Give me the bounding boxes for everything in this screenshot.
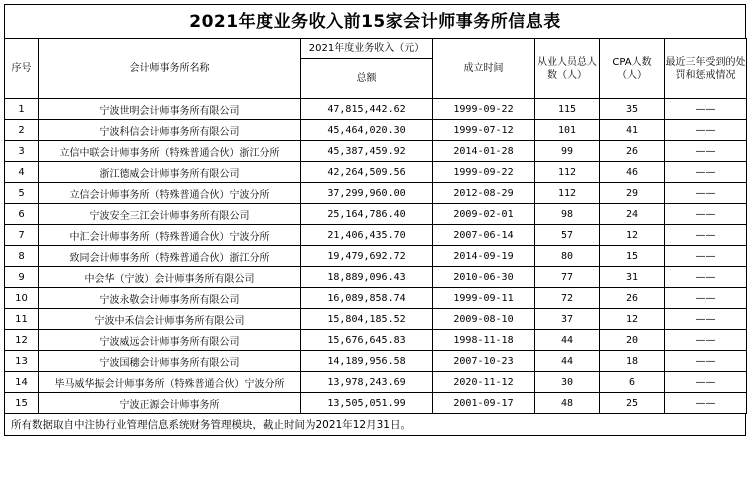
cell-seq: 6 <box>5 204 39 225</box>
cell-staff: 48 <box>535 393 600 414</box>
header-staff: 从业人员总人数（人） <box>535 39 600 99</box>
table-row <box>5 204 747 225</box>
cell-established: 2009-08-10 <box>433 309 535 330</box>
cell-penalty: —— <box>665 225 747 246</box>
cell-established: 2001-09-17 <box>433 393 535 414</box>
cell-established: 1999-09-22 <box>433 99 535 120</box>
table-row <box>5 183 747 204</box>
cell-established: 1998-11-18 <box>433 330 535 351</box>
cell-staff: 30 <box>535 372 600 393</box>
cell-firm-name: 致同会计师事务所（特殊普通合伙）浙江分所 <box>39 246 301 267</box>
cell-revenue: 13,505,051.99 <box>301 393 433 414</box>
cell-revenue: 37,299,960.00 <box>301 183 433 204</box>
cell-established: 1999-09-11 <box>433 288 535 309</box>
cell-staff: 44 <box>535 351 600 372</box>
cell-revenue: 47,815,442.62 <box>301 99 433 120</box>
table-header <box>5 39 747 99</box>
cell-established: 2014-01-28 <box>433 141 535 162</box>
cell-established: 2020-11-12 <box>433 372 535 393</box>
cell-cpa: 12 <box>600 225 665 246</box>
cell-firm-name: 宁波中禾信会计师事务所有限公司 <box>39 309 301 330</box>
cell-seq: 13 <box>5 351 39 372</box>
cell-penalty: —— <box>665 330 747 351</box>
cell-seq: 3 <box>5 141 39 162</box>
cell-firm-name: 宁波正源会计师事务所 <box>39 393 301 414</box>
cell-seq: 10 <box>5 288 39 309</box>
cell-seq: 15 <box>5 393 39 414</box>
cell-staff: 112 <box>535 162 600 183</box>
header-revenue-group: 2021年度业务收入（元） <box>301 39 433 59</box>
cell-penalty: —— <box>665 141 747 162</box>
cell-cpa: 15 <box>600 246 665 267</box>
cell-firm-name: 毕马威华振会计师事务所（特殊普通合伙）宁波分所 <box>39 372 301 393</box>
table-row <box>5 309 747 330</box>
cell-revenue: 19,479,692.72 <box>301 246 433 267</box>
cell-revenue: 45,464,020.30 <box>301 120 433 141</box>
cell-staff: 101 <box>535 120 600 141</box>
cell-cpa: 20 <box>600 330 665 351</box>
cell-revenue: 21,406,435.70 <box>301 225 433 246</box>
table-row <box>5 372 747 393</box>
cell-established: 2007-10-23 <box>433 351 535 372</box>
cell-cpa: 31 <box>600 267 665 288</box>
header-established: 成立时间 <box>433 39 535 99</box>
cell-firm-name: 立信中联会计师事务所（特殊普通合伙）浙江分所 <box>39 141 301 162</box>
header-total: 总额 <box>301 59 433 99</box>
table-row <box>5 267 747 288</box>
cell-staff: 115 <box>535 99 600 120</box>
cell-established: 2009-02-01 <box>433 204 535 225</box>
table-row <box>5 162 747 183</box>
cell-established: 2012-08-29 <box>433 183 535 204</box>
cell-staff: 44 <box>535 330 600 351</box>
table-row <box>5 141 747 162</box>
cell-penalty: —— <box>665 183 747 204</box>
table-row <box>5 99 747 120</box>
cell-cpa: 41 <box>600 120 665 141</box>
cell-revenue: 18,889,096.43 <box>301 267 433 288</box>
cell-staff: 72 <box>535 288 600 309</box>
cell-revenue: 42,264,509.56 <box>301 162 433 183</box>
cell-penalty: —— <box>665 246 747 267</box>
cell-established: 1999-07-12 <box>433 120 535 141</box>
cell-firm-name: 宁波安全三江会计师事务所有限公司 <box>39 204 301 225</box>
cell-seq: 14 <box>5 372 39 393</box>
header-seq: 序号 <box>5 39 39 99</box>
cell-penalty: —— <box>665 393 747 414</box>
cell-seq: 1 <box>5 99 39 120</box>
cell-revenue: 14,189,956.58 <box>301 351 433 372</box>
cell-staff: 80 <box>535 246 600 267</box>
cell-established: 2007-06-14 <box>433 225 535 246</box>
cell-penalty: —— <box>665 204 747 225</box>
cell-firm-name: 宁波国穗会计师事务所有限公司 <box>39 351 301 372</box>
cell-seq: 8 <box>5 246 39 267</box>
cell-firm-name: 宁波世明会计师事务所有限公司 <box>39 99 301 120</box>
info-sheet <box>4 4 746 436</box>
cell-penalty: —— <box>665 120 747 141</box>
table-row <box>5 288 747 309</box>
header-firm-name: 会计师事务所名称 <box>39 39 301 99</box>
cell-cpa: 6 <box>600 372 665 393</box>
table-row <box>5 330 747 351</box>
table-body <box>5 99 747 414</box>
cell-seq: 12 <box>5 330 39 351</box>
cell-penalty: —— <box>665 351 747 372</box>
table-row <box>5 120 747 141</box>
cell-staff: 77 <box>535 267 600 288</box>
cell-revenue: 45,387,459.92 <box>301 141 433 162</box>
cell-cpa: 35 <box>600 99 665 120</box>
cell-cpa: 24 <box>600 204 665 225</box>
cell-cpa: 29 <box>600 183 665 204</box>
cell-cpa: 18 <box>600 351 665 372</box>
cell-staff: 57 <box>535 225 600 246</box>
cell-penalty: —— <box>665 267 747 288</box>
cell-seq: 2 <box>5 120 39 141</box>
cell-seq: 7 <box>5 225 39 246</box>
cell-seq: 5 <box>5 183 39 204</box>
cell-revenue: 16,089,858.74 <box>301 288 433 309</box>
cell-firm-name: 立信会计师事务所（特殊普通合伙）宁波分所 <box>39 183 301 204</box>
cell-seq: 9 <box>5 267 39 288</box>
table-row <box>5 393 747 414</box>
table-title: 2021年度业务收入前15家会计师事务所信息表 <box>4 4 746 38</box>
cell-staff: 37 <box>535 309 600 330</box>
table-row <box>5 351 747 372</box>
cell-staff: 99 <box>535 141 600 162</box>
cell-firm-name: 宁波科信会计师事务所有限公司 <box>39 120 301 141</box>
cell-revenue: 25,164,786.40 <box>301 204 433 225</box>
cell-penalty: —— <box>665 162 747 183</box>
cell-staff: 112 <box>535 183 600 204</box>
cell-cpa: 26 <box>600 288 665 309</box>
cell-revenue: 15,676,645.83 <box>301 330 433 351</box>
cell-penalty: —— <box>665 309 747 330</box>
firms-table <box>4 38 747 414</box>
cell-cpa: 46 <box>600 162 665 183</box>
cell-established: 2010-06-30 <box>433 267 535 288</box>
cell-penalty: —— <box>665 99 747 120</box>
cell-cpa: 12 <box>600 309 665 330</box>
cell-established: 2014-09-19 <box>433 246 535 267</box>
cell-firm-name: 宁波永敬会计师事务所有限公司 <box>39 288 301 309</box>
cell-firm-name: 宁波威远会计师事务所有限公司 <box>39 330 301 351</box>
cell-staff: 98 <box>535 204 600 225</box>
header-cpa: CPA人数（人） <box>600 39 665 99</box>
cell-cpa: 25 <box>600 393 665 414</box>
table-row <box>5 246 747 267</box>
cell-penalty: —— <box>665 372 747 393</box>
cell-seq: 11 <box>5 309 39 330</box>
header-penalty: 最近三年受到的处罚和惩戒情况 <box>665 39 747 99</box>
cell-established: 1999-09-22 <box>433 162 535 183</box>
cell-cpa: 26 <box>600 141 665 162</box>
cell-firm-name: 中会华（宁波）会计师事务所有限公司 <box>39 267 301 288</box>
cell-revenue: 13,978,243.69 <box>301 372 433 393</box>
cell-firm-name: 中汇会计师事务所（特殊普通合伙）宁波分所 <box>39 225 301 246</box>
cell-seq: 4 <box>5 162 39 183</box>
cell-revenue: 15,804,185.52 <box>301 309 433 330</box>
cell-firm-name: 浙江德威会计师事务所有限公司 <box>39 162 301 183</box>
cell-penalty: —— <box>665 288 747 309</box>
table-row <box>5 225 747 246</box>
footer-note: 所有数据取自中注协行业管理信息系统财务管理模块，截止时间为2021年12月31日。 <box>4 414 746 436</box>
